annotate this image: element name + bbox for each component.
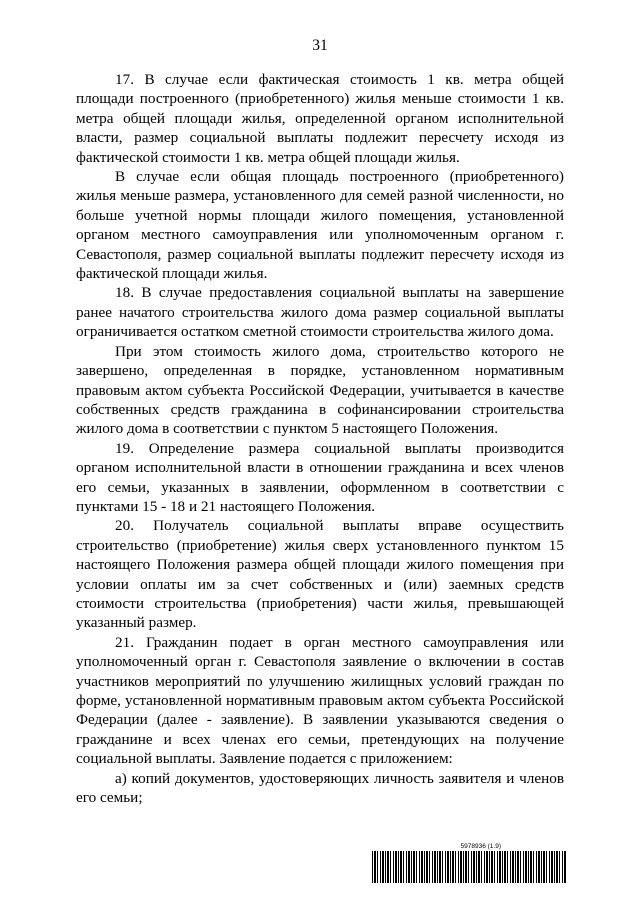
paragraph-19: 19. Определение размера социальной выплаты производится органом исполнительной власти в отношении гражданина и всех членов его семьи, указанных в заявлении, оформленном в соответствии с пунктами 15 - 18 и 21 настоящего Положения. [76, 439, 564, 515]
barcode-number: 5978936 (1.9) [460, 843, 501, 850]
paragraph-18-cost: При этом стоимость жилого дома, строительство которого не завершено, определенная в порядке, установленном нормативным правовым актом субъекта Российской Федерации, учитывается в качестве собственных средств гражданина в софинансировании строительства жилого дома в соответствии с пунктом 5 настоящего Положения. [76, 342, 564, 438]
paragraph-21: 21. Гражданин подает в орган местного самоуправления или уполномоченный орган г. Севастополя заявление о включении в состав участников мероприятий по улучшению жилищных условий граждан по форме, установленной нормативным правовым актом субъекта Российской Федерации (далее - заявление). В заявлении указываются сведения о гражданине и всех членах его семьи, претендующих на получение социальной выплаты. Заявление подается с приложением: [76, 633, 564, 768]
paragraph-17: 17. В случае если фактическая стоимость 1 кв. метра общей площади построенного (приобретенного) жилья меньше стоимости 1 кв. метра общей площади жилья, определенной органом исполнительной власти, размер социальной выплаты подлежит пересчету исходя из фактической стоимости 1 кв. метра общей площади жилья. [76, 71, 564, 166]
paragraph-17-area: В случае если общая площадь построенного (приобретенного) жилья меньше размера, установленного для семей разной численности, но больше учетной нормы площади жилого помещения, установленной органом местного самоуправления или уполномоченным органом г. Севастополя, размер социальной выплаты подлежит пересчету исходя из фактической площади жилья. [76, 168, 564, 283]
barcode-block [372, 843, 567, 883]
paragraph-21-a: а) копий документов, удостоверяющих личность заявителя и членов его семьи; [76, 769, 564, 807]
paragraph-18: 18. В случае предоставления социальной выплаты на завершение ранее начатого строительства жилого дома размер социальной выплаты ограничивается остатком сметной стоимости строительства жилого дома. [76, 284, 564, 341]
paragraph-20: 20. Получатель социальной выплаты вправе осуществить строительство (приобретение) жилья сверх установленного пунктом 15 настоящего Положения размера общей площади жилого помещения при условии оплаты им за счет собственных и (или) заемных средств стоимости строительства (приобретения) части жилья, превышающей указанный размер. [76, 517, 564, 632]
page-number: 31 [312, 37, 328, 54]
barcode-image [372, 851, 567, 883]
document-body [76, 70, 564, 807]
